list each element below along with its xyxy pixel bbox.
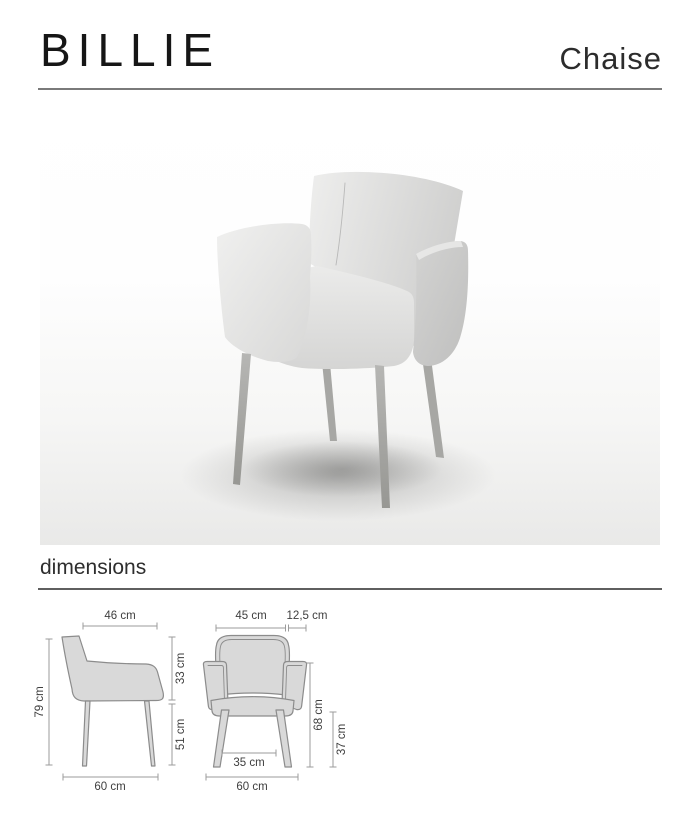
dimension-label: 51 cm: [175, 718, 187, 751]
dimension-label: 46 cm: [104, 610, 136, 622]
side-body: [62, 636, 163, 701]
dimension-label: 68 cm: [313, 699, 325, 731]
dimension-label: 33 cm: [175, 652, 187, 685]
dim-front-armrest-width: [287, 610, 328, 632]
dimension-line: [46, 639, 53, 765]
chair-right-arm: [413, 241, 468, 366]
side-front-leg: [83, 701, 91, 766]
dimension-line: [289, 625, 307, 632]
dimension-label: 60 cm: [94, 781, 126, 793]
dimensions-section-header: [38, 556, 662, 590]
dim-front-leg-span: [222, 750, 276, 770]
page-title: BILLIE: [40, 24, 221, 76]
dim-front-backrest-width: [216, 610, 286, 632]
dimension-label: 79 cm: [34, 686, 46, 718]
dimension-label: 60 cm: [236, 781, 268, 793]
armchair-render: [40, 95, 660, 545]
product-photo: [40, 95, 660, 545]
side-rear-leg: [145, 701, 156, 766]
dimension-label: 37 cm: [336, 723, 348, 756]
chair-left-arm: [217, 223, 311, 362]
front-view-drawing: [203, 610, 348, 793]
dimension-label: 45 cm: [235, 610, 267, 622]
technical-drawings: [0, 588, 700, 819]
dimension-line: [63, 774, 158, 781]
dim-side-overall-depth: [63, 774, 158, 794]
dimension-line: [216, 625, 286, 632]
header: [38, 0, 662, 90]
chair-shadow: [180, 429, 496, 521]
dim-side-backrest-height: [169, 637, 188, 700]
dim-front-seat-height: [330, 712, 349, 767]
dim-front-armrest-height: [307, 663, 326, 767]
side-view-drawing: [34, 610, 187, 793]
dimension-label: 12,5 cm: [286, 610, 328, 622]
dimension-label: 35 cm: [233, 757, 265, 769]
dim-front-overall-width: [206, 774, 298, 794]
dim-side-top-width: [83, 610, 157, 630]
dimension-line: [222, 750, 276, 757]
product-type-label: Chaise: [559, 41, 662, 76]
dimension-line: [206, 774, 298, 781]
dim-side-underseat-height: [169, 704, 188, 765]
front-right-leg: [276, 710, 292, 767]
dim-side-overall-height: [34, 639, 53, 765]
dimensions-title: dimensions: [40, 556, 147, 579]
front-left-leg: [214, 710, 230, 767]
dimension-line: [83, 623, 157, 630]
